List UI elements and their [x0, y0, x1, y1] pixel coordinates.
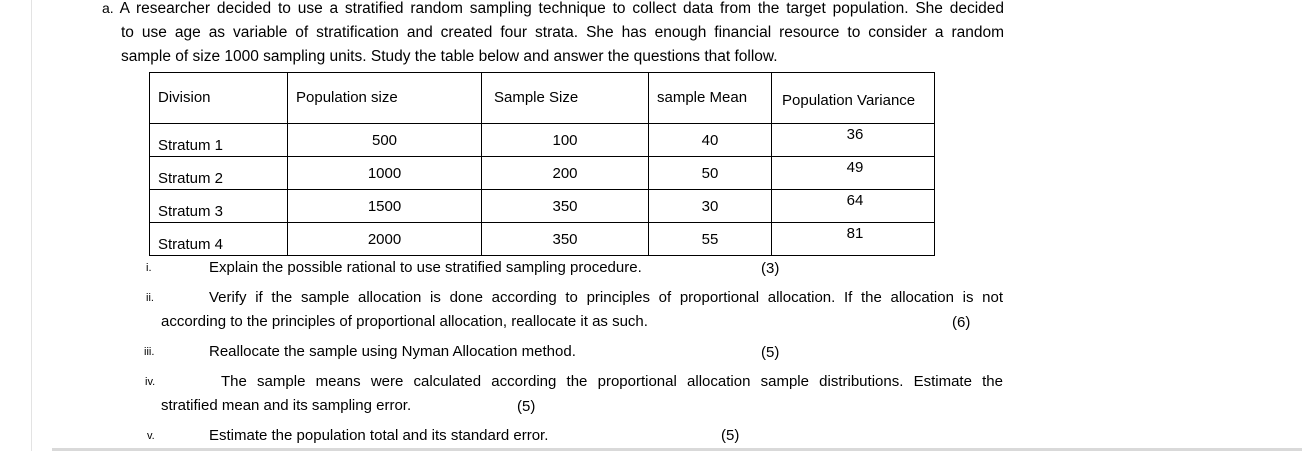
table-row — [150, 124, 935, 157]
subquestion-marks: (5) — [517, 398, 536, 415]
intro-line-1: a. A researcher decided to use a stratified random sampling technique to collect data from the target population. She decided — [102, 0, 1005, 17]
table-row — [150, 190, 935, 223]
subquestion-marks: (6) — [952, 314, 971, 331]
sample-size-cell: 100 — [482, 124, 649, 157]
population-size-cell: 2000 — [288, 223, 482, 256]
sample-size-cell: 350 — [482, 223, 649, 256]
population-variance-cell: 49 — [772, 157, 935, 190]
sample-mean-cell: 50 — [649, 157, 772, 190]
intro-line-3: sample of size 1000 sampling units. Study the table below and answer the questions that follow. — [121, 48, 778, 65]
population-size-cell: 500 — [288, 124, 482, 157]
sample-mean-cell: 40 — [649, 124, 772, 157]
subquestion-numeral: iii. — [144, 346, 155, 358]
population-variance-cell: 81 — [772, 223, 935, 256]
question-intro — [102, 0, 1004, 69]
population-variance-cell: 64 — [772, 190, 935, 223]
header-cell: Sample Size — [482, 73, 649, 124]
population-variance-cell: 36 — [772, 124, 935, 157]
subquestion-text-continued: stratified mean and its sampling error. — [161, 397, 412, 414]
subquestion-numeral: ii. — [146, 292, 154, 304]
header-cell: sample Mean — [649, 73, 772, 124]
subquestion-text: Verify if the sample allocation is done according to principles of proportional allocation. If the allocation is not — [209, 289, 1003, 306]
sample-mean-cell: 55 — [649, 223, 772, 256]
division-cell: Stratum 2 — [150, 157, 288, 190]
table-header-row — [150, 73, 935, 124]
subquestion-numeral: v. — [147, 430, 155, 442]
subquestion-numeral: iv. — [145, 376, 156, 388]
sample-size-cell: 350 — [482, 190, 649, 223]
header-cell: Division — [150, 73, 288, 124]
subquestion-numeral: i. — [146, 262, 152, 274]
subquestion-text: Reallocate the sample using Nyman Allocation method. — [209, 343, 576, 360]
population-size-cell: 1500 — [288, 190, 482, 223]
header-cell: Population Variance — [772, 73, 935, 124]
subquestion-text: The sample means were calculated according the proportional allocation sample distributions. Estimate the — [221, 373, 1003, 390]
division-cell: Stratum 3 — [150, 190, 288, 223]
sample-size-cell: 200 — [482, 157, 649, 190]
question-label: a. — [102, 0, 114, 16]
population-size-cell: 1000 — [288, 157, 482, 190]
subquestion-text: Explain the possible rational to use stratified sampling procedure. — [209, 259, 642, 276]
intro-line-2: to use age as variable of stratification and created four strata. She has enough financial resource to consider a random — [121, 24, 1004, 41]
subquestion-marks: (5) — [761, 344, 780, 361]
table-row — [150, 157, 935, 190]
left-margin-rule — [31, 0, 32, 451]
header-cell: Population size — [288, 73, 482, 124]
strata-table — [149, 72, 935, 256]
division-cell: Stratum 4 — [150, 223, 288, 256]
subquestion-marks: (5) — [721, 427, 740, 444]
division-cell: Stratum 1 — [150, 124, 288, 157]
subquestion-text-continued: according to the principles of proportional allocation, reallocate it as such. — [161, 313, 648, 330]
table-row — [150, 223, 935, 256]
subquestion-text: Estimate the population total and its standard error. — [209, 427, 549, 444]
subquestion-marks: (3) — [761, 260, 780, 277]
sample-mean-cell: 30 — [649, 190, 772, 223]
